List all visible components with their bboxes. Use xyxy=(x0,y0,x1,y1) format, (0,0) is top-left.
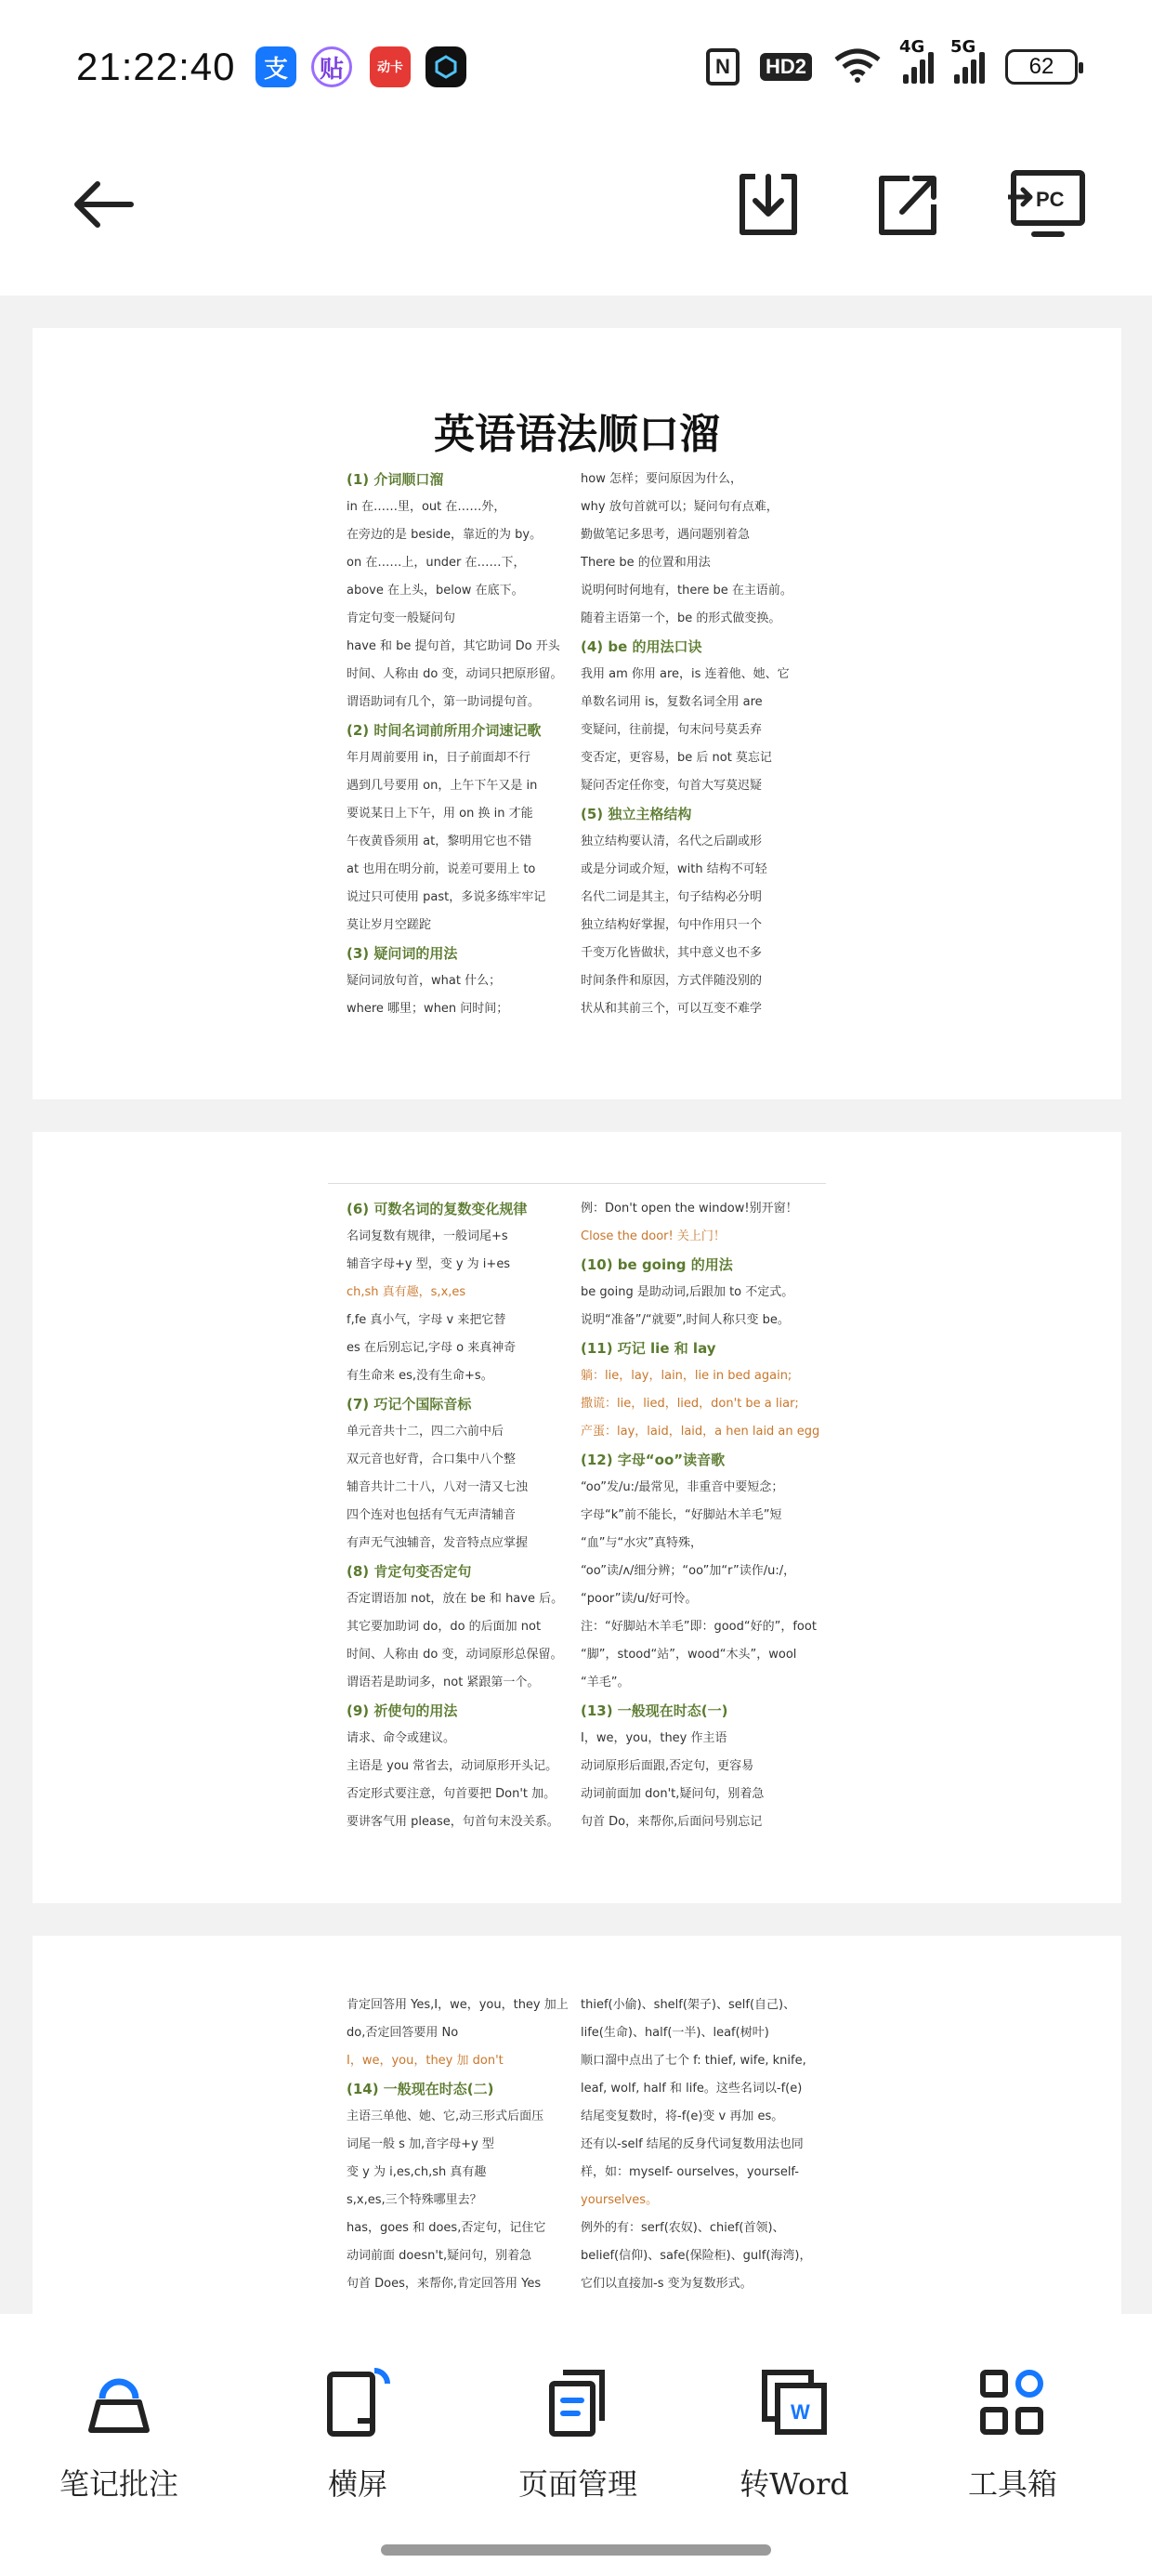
text-line: 样，如：myself- ourselves，yourself- xyxy=(581,2165,799,2179)
text-line: 名代二词是其主，句子结构必分明 xyxy=(581,890,763,904)
tieba-notification-icon: 贴 xyxy=(311,46,352,87)
section-heading: (7) 巧记个国际音标 xyxy=(347,1396,472,1413)
document-page-3 xyxy=(33,1936,1121,2314)
text-line: 谓语助词有几个，第一助词提句首。 xyxy=(347,695,541,709)
text-line: 句首 Does，来帮你,肯定回答用 Yes xyxy=(347,2277,542,2291)
text-line: 疑问词放句首，what 什么； xyxy=(347,974,502,988)
text-line: 要讲客气用 please，句首句末没关系。 xyxy=(347,1815,559,1829)
text-line: 注：“好脚站木羊毛”即：good“好的”，foot xyxy=(581,1620,817,1634)
text-line: 随着主语第一个，be 的形式做变换。 xyxy=(581,611,781,625)
text-line: 在旁边的是 beside，靠近的为 by。 xyxy=(347,528,543,542)
text-line: 撒谎：lie，lied，lied，don't be a liar; xyxy=(581,1397,799,1411)
signal-4g-icon: 4G xyxy=(903,50,934,84)
section-heading: (11) 巧记 lie 和 lay xyxy=(581,1340,716,1357)
toolbox-icon xyxy=(971,2360,1054,2444)
text-line: f,fe 真小气，字母 v 来把它替 xyxy=(347,1313,506,1327)
note-annotate-button[interactable] xyxy=(26,2360,212,2504)
text-line: 辅音共计二十八，八对一清又七浊 xyxy=(347,1480,529,1494)
document-viewer[interactable] xyxy=(0,296,1152,2314)
top-toolbar xyxy=(0,139,1152,297)
dongka-notification-icon: 动卡 xyxy=(370,46,411,87)
section-heading: (3) 疑问词的用法 xyxy=(347,945,458,962)
text-line: 词尾一般 s 加,音字母+y 型 xyxy=(347,2137,494,2151)
text-line: 双元音也好背，合口集中八个整 xyxy=(347,1452,517,1466)
section-heading: (2) 时间名词前所用介词速记歌 xyxy=(347,722,542,739)
text-line: belief(信仰)、safe(保险柜)、gulf(海湾)， xyxy=(581,2249,812,2263)
toolbox-button[interactable] xyxy=(920,2360,1106,2504)
page2-left-column xyxy=(347,1195,588,1836)
word-convert-icon xyxy=(753,2360,836,2444)
document-page-2 xyxy=(33,1132,1121,1903)
page-rule xyxy=(328,1183,826,1184)
alipay-notification-icon: 支 xyxy=(255,46,296,87)
text-line: “脚”，stood“站”，wood“木头”，wool xyxy=(581,1648,797,1662)
rotate-landscape-icon xyxy=(316,2360,399,2444)
section-heading: (5) 独立主格结构 xyxy=(581,806,692,822)
text-line: 独立结构好掌握，句中作用只一个 xyxy=(581,918,763,932)
text-line: 四个连对也包括有气无声清辅音 xyxy=(347,1508,517,1522)
text-line: 时间、人称由 do 变，动词只把原形留。 xyxy=(347,667,563,681)
page3-right-column xyxy=(581,1991,822,2298)
text-line: 有声无气浊辅音，发音特点应掌握 xyxy=(347,1536,529,1550)
section-heading: (14) 一般现在时态(二) xyxy=(347,2081,494,2097)
system-status-icons xyxy=(706,37,1078,87)
text-line: be going 是助动词,后跟加 to 不定式。 xyxy=(581,1285,794,1299)
text-line: 字母“k”前不能长，“好脚站木羊毛”短 xyxy=(581,1508,782,1522)
landscape-label: 横屏 xyxy=(327,2466,387,2502)
text-line: do,否定回答要用 No xyxy=(347,2026,459,2040)
text-line: how 怎样；要问原因为什么， xyxy=(581,472,742,486)
pc-cast-icon[interactable] xyxy=(1005,163,1089,246)
text-line: 说过只可使用 past，多说多练牢牢记 xyxy=(347,890,546,904)
text-line: 动词原形后面跟,否定句，更容易 xyxy=(581,1759,754,1773)
text-line: 时间、人称由 do 变，动词原形总保留。 xyxy=(347,1648,563,1662)
text-line: 时间条件和原因，方式伴随没别的 xyxy=(581,974,763,988)
text-line: s,x,es,三个特殊哪里去？ xyxy=(347,2193,482,2207)
text-line: why 放句首就可以；疑问句有点难， xyxy=(581,500,779,514)
text-line: There be 的位置和用法 xyxy=(581,556,711,570)
text-line: 状从和其前三个，可以互变不难学 xyxy=(581,1002,763,1016)
text-line: 我用 am 你用 are，is 连着他、她、它 xyxy=(581,667,790,681)
text-line: 疑问否定任你变，句首大写莫迟疑 xyxy=(581,779,763,793)
page-manage-icon xyxy=(536,2360,620,2444)
text-line: 主语是 you 常省去，动词原形开头记。 xyxy=(347,1759,558,1773)
hd-voice-icon: HD2 xyxy=(760,53,812,81)
page1-right-column xyxy=(581,466,822,1023)
text-line: leaf, wolf, half 和 life。这些名词以-f(e) xyxy=(581,2082,803,2096)
text-line: Close the door! 关上门！ xyxy=(581,1229,726,1243)
text-line: 变疑问，往前提，句末问号莫丢弃 xyxy=(581,723,763,737)
toolbox-label: 工具箱 xyxy=(967,2466,1057,2502)
text-line: 或是分词或介短，with 结构不可轻 xyxy=(581,862,767,876)
text-line: 例：Don't open the window!别开窗！ xyxy=(581,1202,798,1216)
text-line: at 也用在明分前，说差可要用上 to xyxy=(347,862,536,876)
text-line: 辅音字母+y 型，变 y 为 i+es xyxy=(347,1257,511,1271)
text-line: above 在上头，below 在底下。 xyxy=(347,584,524,598)
note-annotate-icon xyxy=(77,2360,161,2444)
text-line: yourselves。 xyxy=(581,2193,659,2207)
text-line: in 在……里，out 在……外， xyxy=(347,500,506,514)
document-page-1 xyxy=(33,328,1121,1099)
text-line: 说明“准备”/“就要”,时间人称只变 be。 xyxy=(581,1313,790,1327)
text-line: 否定谓语加 not，放在 be 和 have 后。 xyxy=(347,1592,564,1606)
text-line: I，we，you，they 加 don't xyxy=(347,2054,504,2068)
text-line: 其它要加助词 do，do 的后面加 not xyxy=(347,1620,542,1634)
document-title: 英语语法顺口溜 xyxy=(434,411,720,458)
text-line: ch,sh 真有趣，s,x,es xyxy=(347,1285,466,1299)
status-bar xyxy=(0,0,1152,139)
svg-text:W: W xyxy=(791,2400,810,2424)
text-line: “血”与“水灾”真特殊， xyxy=(581,1536,702,1550)
page-manage-button[interactable] xyxy=(485,2360,671,2504)
page3-left-column xyxy=(347,1991,588,2298)
text-line: 独立结构要认清，名代之后副或形 xyxy=(581,835,763,848)
text-line: life(生命)、half(一半)、leaf(树叶) xyxy=(581,2026,769,2040)
text-line: 句首 Do，来帮你,后面问号别忘记 xyxy=(581,1815,763,1829)
text-line: have 和 be 提句首，其它助词 Do 开头 xyxy=(347,639,560,653)
text-line: 年月周前要用 in，日子前面却不行 xyxy=(347,751,530,765)
section-heading: (1) 介词顺口溜 xyxy=(347,471,444,488)
section-heading: (12) 字母“oo”读音歌 xyxy=(581,1452,726,1468)
text-line: 要说某日上下午，用 on 换 in 才能 xyxy=(347,807,533,821)
text-line: 名词复数有规律，一般词尾+s xyxy=(347,1229,508,1243)
text-line: 肯定句变一般疑问句 xyxy=(347,611,456,625)
text-line: 变 y 为 i,es,ch,sh 真有趣 xyxy=(347,2165,487,2179)
note-annotate-label: 笔记批注 xyxy=(59,2466,178,2502)
landscape-button[interactable] xyxy=(265,2360,451,2504)
text-line: 否定形式要注意，句首要把 Don't 加。 xyxy=(347,1787,556,1801)
section-heading: (4) be 的用法口诀 xyxy=(581,638,702,655)
text-line: 单数名词用 is，复数名词全用 are xyxy=(581,695,763,709)
export-icon[interactable] xyxy=(866,163,949,246)
wifi-icon xyxy=(832,46,883,87)
home-indicator[interactable] xyxy=(381,2544,771,2556)
status-time: 21:22:40 xyxy=(76,45,236,88)
text-line: on 在……上，under 在……下， xyxy=(347,556,526,570)
text-line: I，we，you，they 作主语 xyxy=(581,1731,727,1745)
text-line: 勤做笔记多思考，遇问题别着急 xyxy=(581,528,751,542)
back-arrow-icon[interactable] xyxy=(60,163,144,246)
text-line: 动词前面 doesn't,疑问句，别着急 xyxy=(347,2249,532,2263)
to-word-label: 转Word xyxy=(740,2466,849,2502)
text-line: 说明何时何地有，there be 在主语前。 xyxy=(581,584,792,598)
pc-label: PC xyxy=(1036,188,1065,211)
text-line: “poor”读/u/好可怜。 xyxy=(581,1592,698,1606)
text-line: “oo”读/ʌ/细分辨；“oo”加“r”读作/u:/， xyxy=(581,1564,796,1578)
text-line: 主语三单他、她、它,动三形式后面压 xyxy=(347,2109,544,2123)
page1-left-column xyxy=(347,466,588,1023)
text-line: 肯定回答用 Yes,I，we，you，they 加上 xyxy=(347,1998,569,2012)
text-line: “oo”发/u:/最常见，非重音中要短念； xyxy=(581,1480,784,1494)
text-line: 午夜黄昏须用 at，黎明用它也不错 xyxy=(347,835,532,848)
text-line: 例外的有：serf(农奴)、chief(首领)、 xyxy=(581,2221,785,2235)
section-heading: (9) 祈使句的用法 xyxy=(347,1702,458,1719)
text-line: has，goes 和 does,否定句，记住它 xyxy=(347,2221,546,2235)
text-line: 还有以-self 结尾的反身代词复数用法也同 xyxy=(581,2137,804,2151)
nfc-icon: N xyxy=(706,48,740,85)
text-line: 结尾变复数时，将-f(e)变 v 再加 es。 xyxy=(581,2109,784,2123)
text-line: 产蛋：lay，laid，laid，a hen laid an egg xyxy=(581,1425,820,1439)
text-line: where 哪里；when 问时间； xyxy=(347,1002,509,1016)
section-heading: (13) 一般现在时态(一) xyxy=(581,1702,728,1719)
signal-5g-icon: 5G xyxy=(954,50,985,84)
text-line: 谓语若是助词多，not 紧跟第一个。 xyxy=(347,1676,540,1689)
page2-right-column xyxy=(581,1195,822,1836)
text-line: 它们以直接加-s 变为复数形式。 xyxy=(581,2277,753,2291)
text-line: 莫让岁月空蹉跎 xyxy=(347,918,432,932)
text-line: “羊毛”。 xyxy=(581,1676,630,1689)
section-heading: (6) 可数名词的复数变化规律 xyxy=(347,1201,528,1217)
text-line: 单元音共十二，四二六前中后 xyxy=(347,1425,504,1439)
to-word-button[interactable] xyxy=(701,2360,887,2504)
text-line: 千变万化皆做状，其中意义也不多 xyxy=(581,946,763,960)
text-line: 动词前面加 don't,疑问句，别着急 xyxy=(581,1787,765,1801)
text-line: 躺：lie，lay，lain，lie in bed again; xyxy=(581,1369,792,1383)
page-manage-label: 页面管理 xyxy=(517,2466,637,2502)
bottom-action-bar xyxy=(0,2314,1152,2576)
section-heading: (10) be going 的用法 xyxy=(581,1256,733,1273)
text-line: 请求、命令或建议。 xyxy=(347,1731,456,1745)
cube-app-notification-icon xyxy=(425,46,466,87)
section-heading: (8) 肯定句变否定句 xyxy=(347,1563,472,1580)
text-line: 遇到几号要用 on，上午下午又是 in xyxy=(347,779,538,793)
download-icon[interactable] xyxy=(727,163,810,246)
text-line: 有生命来 es,没有生命+s。 xyxy=(347,1369,493,1383)
battery-icon: 62 xyxy=(1005,49,1078,85)
text-line: 变否定，更容易，be 后 not 莫忘记 xyxy=(581,751,772,765)
text-line: 顺口溜中点出了七个 f: thief, wife, knife, xyxy=(581,2054,806,2068)
text-line: thief(小偷)、shelf(架子)、self(自己)、 xyxy=(581,1998,796,2012)
text-line: es 在后别忘记,字母 o 来真神奇 xyxy=(347,1341,517,1355)
